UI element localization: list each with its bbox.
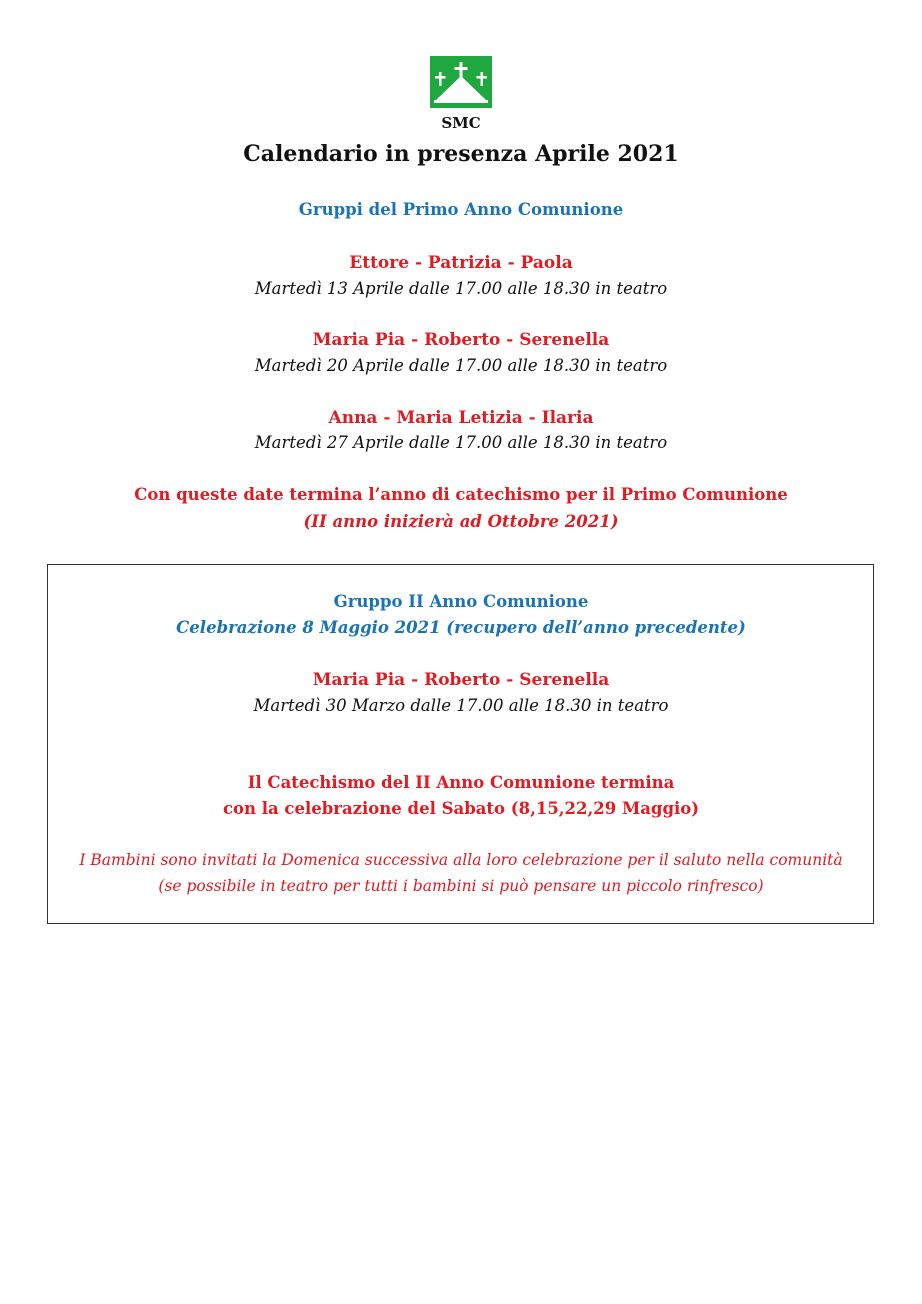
group-schedule: Martedì 30 Marzo dalle 17.00 alle 18.30 in teatro	[253, 696, 669, 715]
first-year-closing-note: Con queste date termina l’anno di catechismo per il Primo Comunione	[134, 485, 788, 504]
first-year-heading: Gruppi del Primo Anno Comunione	[298, 200, 624, 219]
second-year-heading: Gruppo II Anno Comunione	[333, 592, 589, 611]
page-title: Calendario in presenza Aprile 2021	[243, 141, 679, 167]
second-year-ending-line-1: Il Catechismo del II Anno Comunione termina	[247, 773, 675, 792]
invite-line-2: (se possibile in teatro per tutti i bambini si può pensare un piccolo rinfresco)	[158, 877, 764, 895]
church-roof-crosses-icon	[430, 56, 492, 108]
first-year-closing-note-sub: (II anno inizierà ad Ottobre 2021)	[303, 512, 619, 531]
second-year-ending-line-2: con la celebrazione del Sabato (8,15,22,29 Maggio)	[222, 799, 700, 818]
group-names: Maria Pia - Roberto - Serenella	[312, 330, 610, 350]
group-schedule: Martedì 27 Aprile dalle 17.00 alle 18.30 in teatro	[254, 433, 668, 452]
org-name: SMC	[441, 114, 481, 132]
group-names: Anna - Maria Letizia - Ilaria	[328, 408, 594, 428]
invite-line-1: I Bambini sono invitati la Domenica successiva alla loro celebrazione per il saluto nella comunità	[79, 851, 843, 869]
group-names: Maria Pia - Roberto - Serenella	[312, 670, 610, 690]
group-names: Ettore - Patrizia - Paola	[349, 253, 573, 273]
second-year-celebration: Celebrazione 8 Maggio 2021 (recupero dell’anno precedente)	[176, 618, 746, 637]
group-schedule: Martedì 13 Aprile dalle 17.00 alle 18.30 in teatro	[254, 279, 668, 298]
group-schedule: Martedì 20 Aprile dalle 17.00 alle 18.30 in teatro	[254, 356, 668, 375]
